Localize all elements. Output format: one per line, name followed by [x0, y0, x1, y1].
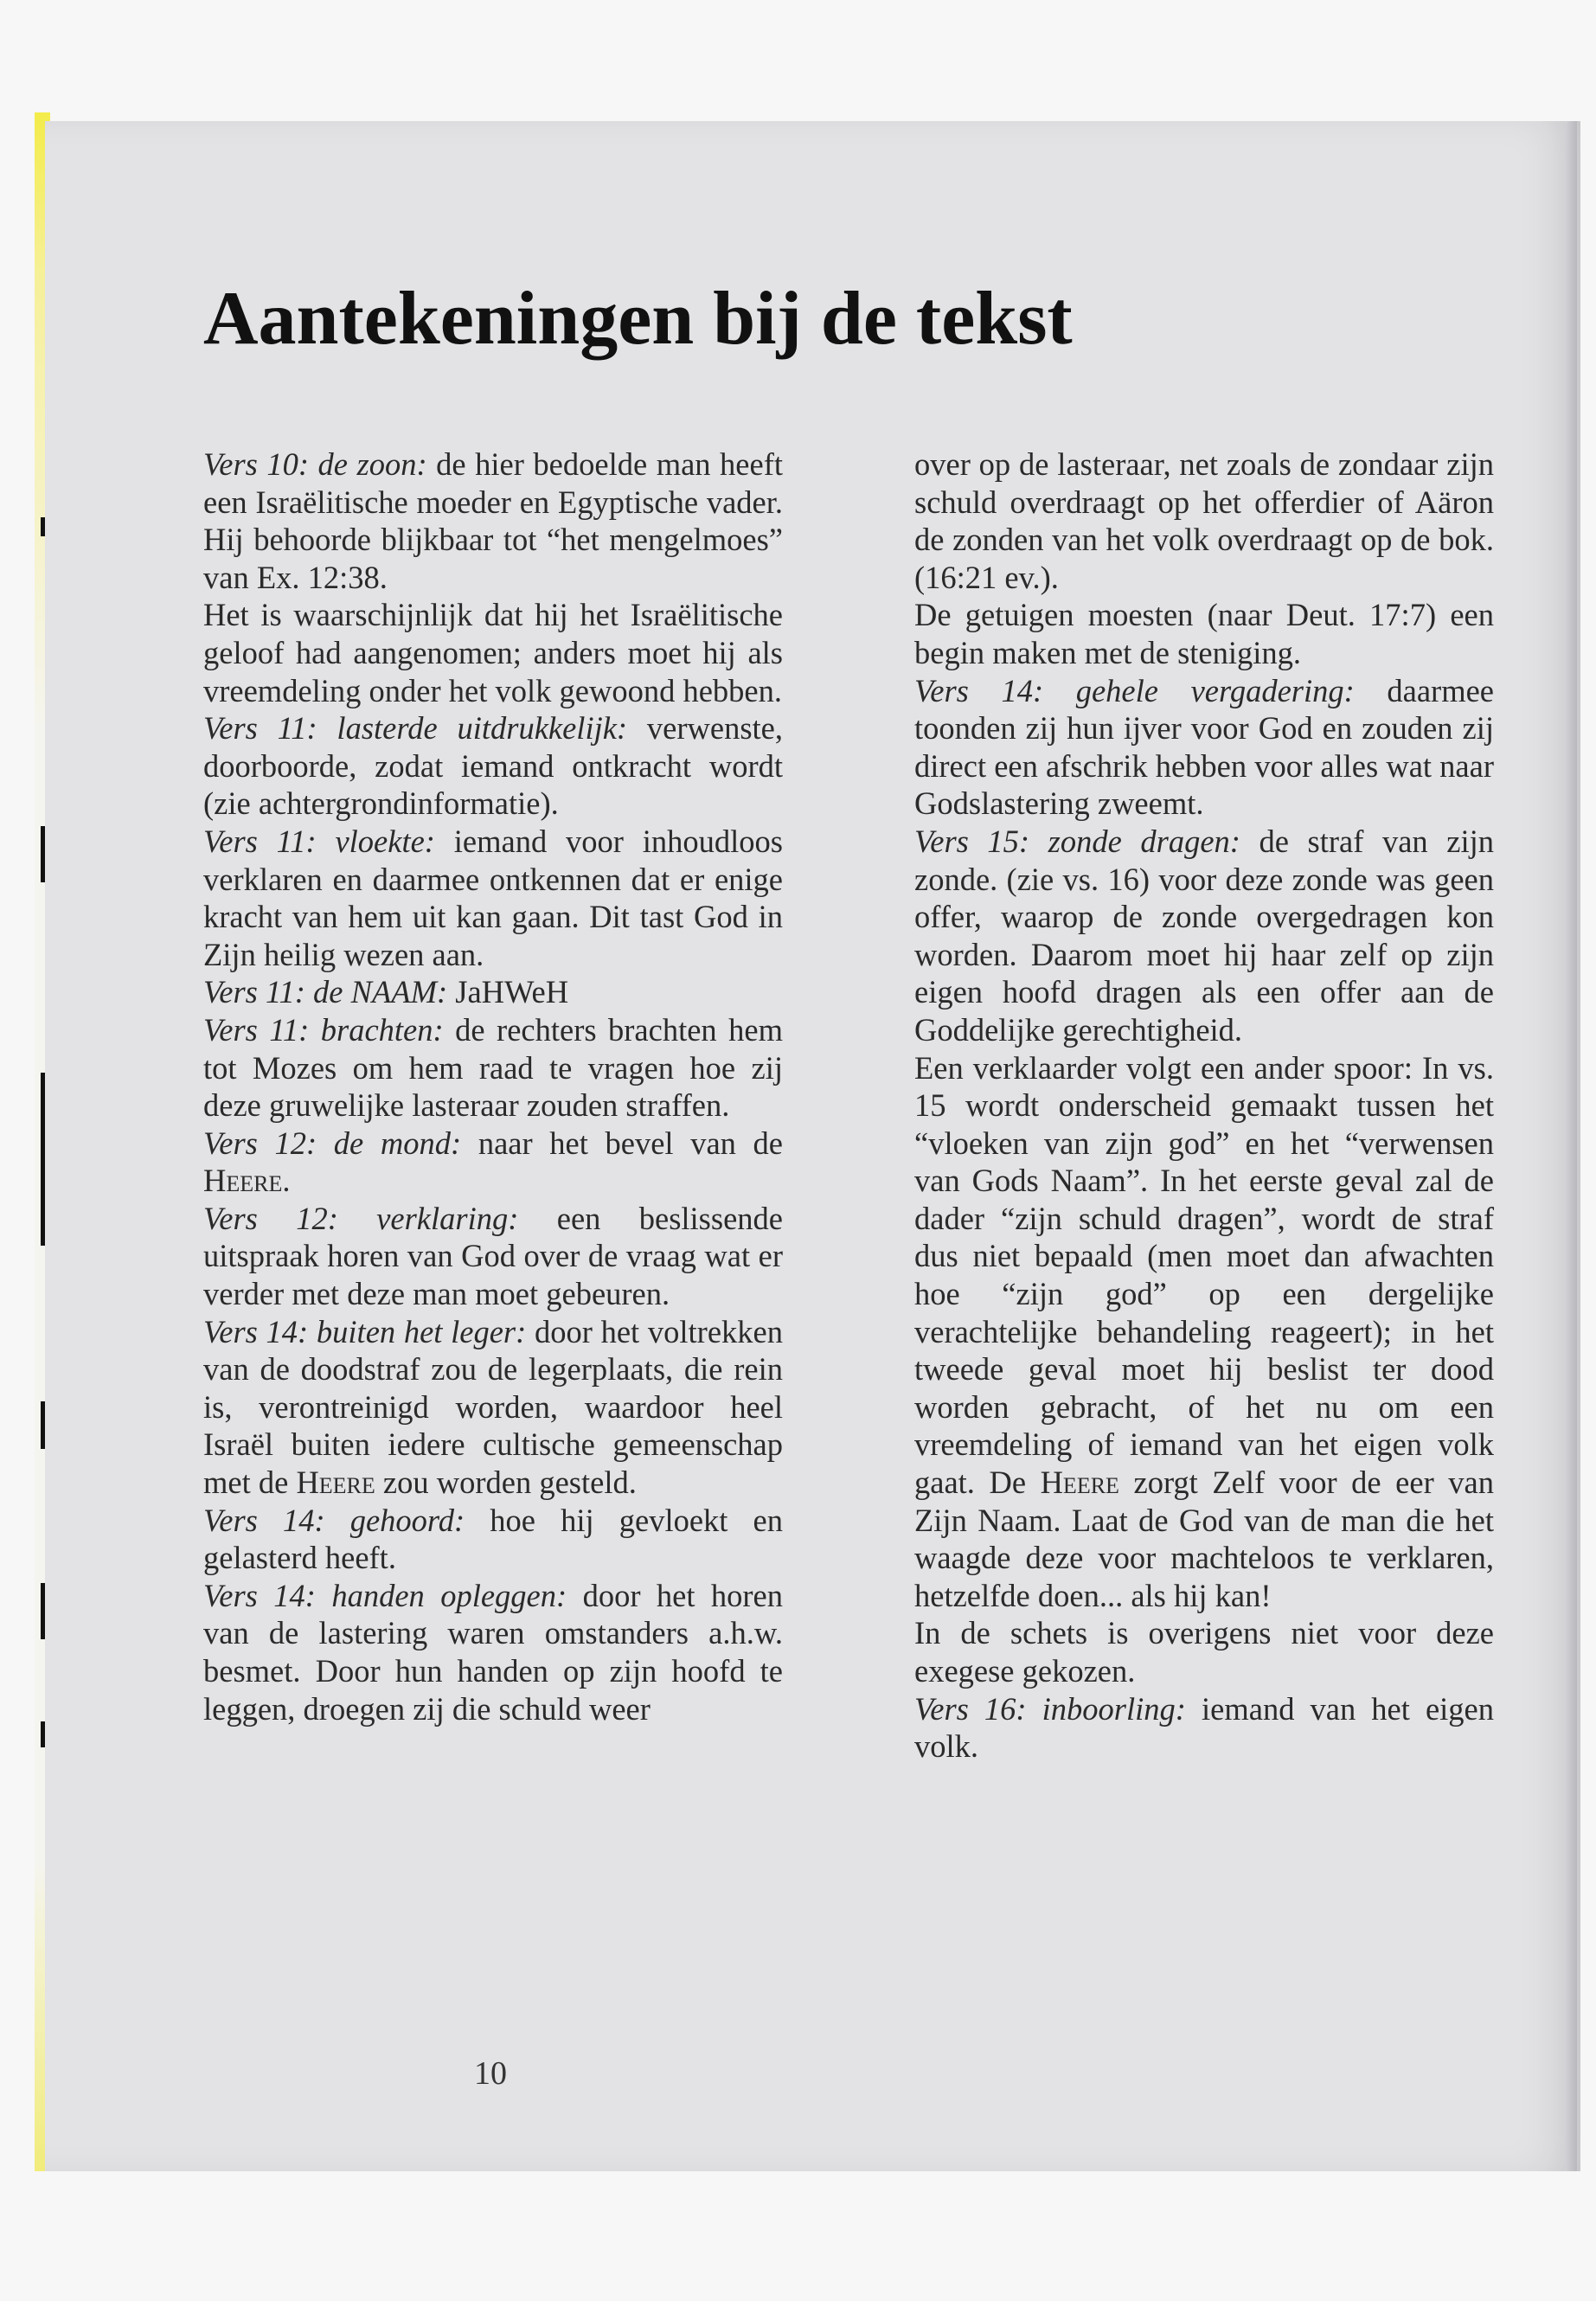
note-text: de hier bedoelde man heeft een Israëlitische moeder en Egyptische vader. Hij behoorde blijkbaar tot “het mengelmoes” van Ex. 12:38. [203, 446, 783, 595]
edge-mark [41, 1721, 45, 1747]
page-title: Aantekeningen bij de tekst [203, 277, 1073, 361]
note-text: hoe hij gevloekt en gelasterd heeft. [203, 1502, 783, 1576]
note-paragraph [203, 823, 783, 973]
note-paragraph [203, 1011, 783, 1125]
note-text: daarmee toonden zij hun ijver voor God en zouden zij direct een afschrik hebben voor alles wat naar Godslastering zweemt. [914, 672, 1494, 822]
note-text: JaHWeH [447, 974, 569, 1010]
note-text: door het horen van de lastering waren omstanders a.h.w. besmet. Door hun handen op zijn hoofd te leggen, droegen zij die schuld weer [203, 1577, 783, 1727]
note-paragraph [914, 1690, 1494, 1766]
verse-label: Vers 12: verklaring: [203, 1200, 519, 1236]
note-text: . [282, 1163, 291, 1199]
verse-label: Vers 11: vloekte: [203, 823, 435, 859]
page-binding-edge [1565, 121, 1577, 2171]
small-caps-word: Heere [1040, 1465, 1119, 1501]
note-paragraph [203, 1577, 783, 1727]
verse-label: Vers 11: lasterde uitdrukkelijk: [203, 710, 628, 747]
verse-label: Vers 11: de NAAM: [203, 974, 448, 1010]
edge-mark [41, 517, 45, 536]
note-text: De getuigen moesten (naar Deut. 17:7) een begin maken met de steniging. [914, 597, 1494, 670]
edge-mark [41, 1401, 45, 1449]
note-paragraph [203, 1502, 783, 1577]
note-paragraph [914, 445, 1494, 596]
note-text: over op de lasteraar, net zoals de zondaar zijn schuld overdraagt op het offerdier of Aäron de zonden van het volk overdraagt op de bok. (16:21 ev.). [914, 446, 1494, 595]
edge-mark [41, 1073, 45, 1246]
small-caps-word: Heere [203, 1163, 283, 1199]
note-paragraph [203, 973, 783, 1011]
note-paragraph [914, 596, 1494, 671]
note-text: In de schets is overigens niet voor deze exegese gekozen. [914, 1615, 1494, 1689]
note-text: naar het bevel van de [461, 1125, 783, 1161]
verse-label: Vers 10: de zoon: [203, 446, 427, 482]
note-paragraph [203, 1313, 783, 1502]
note-paragraph [203, 709, 783, 823]
verse-label: Vers 16: inboorling: [914, 1690, 1186, 1727]
note-text: iemand van het eigen volk. [914, 1690, 1494, 1765]
verse-label: Vers 12: de mond: [203, 1125, 462, 1161]
page-number: 10 [474, 2055, 507, 2092]
note-paragraph [203, 445, 783, 596]
note-text: Het is waarschijnlijk dat hij het Israëlitische geloof had aangenomen; anders moet hij als vreemdeling onder het volk gewoond hebben. [203, 597, 783, 708]
note-text: Een verklaarder volgt een ander spoor: In vs. 15 wordt onderscheid gemaakt tussen het “vloeken van zijn god” en het “verwensen van Gods Naam”. In het eerste geval zal de dader “zijn schuld dragen”, wordt de straf dus niet bepaald (men moet dan afwachten hoe “zijn god” op een dergelijke verachtelijke behandeling reageert); in het tweede geval moet hij beslist ter dood worden gebracht, of het nu om een vreemdeling of iemand van het eigen volk gaat. De [914, 1049, 1494, 1501]
note-paragraph [203, 1125, 783, 1200]
note-paragraph [914, 823, 1494, 1049]
note-paragraph [203, 596, 783, 709]
right-column [914, 445, 1494, 1766]
note-paragraph [914, 672, 1494, 823]
note-text: zorgt Zelf voor de eer van Zijn Naam. Laat de God van de man die het waagde deze voor machteloos te verklaren, hetzelfde doen... als hij kan! [914, 1465, 1494, 1613]
verse-label: Vers 14: gehoord: [203, 1502, 465, 1538]
edge-mark [41, 826, 45, 882]
note-text: de rechters brachten hem tot Mozes om hem raad te vragen hoe zij deze gruwelijke lasteraar zouden straffen. [203, 1011, 783, 1124]
left-column [203, 445, 783, 1727]
small-caps-word: Heere [296, 1465, 375, 1501]
note-paragraph [203, 1200, 783, 1313]
note-text: door het voltrekken van de doodstraf zou de legerplaats, die rein is, verontreinigd worden, waardoor heel Israël buiten iedere cultische gemeenschap met de [203, 1313, 783, 1501]
note-text: de straf van zijn zonde. (zie vs. 16) voor deze zonde was geen offer, waarop de zonde overgedragen kon worden. Daarom moet hij haar zelf op zijn eigen hoofd dragen als een offer aan de Goddelijke gerechtigheid. [914, 823, 1494, 1048]
note-paragraph [914, 1614, 1494, 1689]
verse-label: Vers 14: buiten het leger: [203, 1313, 527, 1349]
edge-mark [41, 1583, 45, 1639]
note-text: iemand voor inhoudloos verklaren en daarmee ontkennen dat er enige kracht van hem uit kan gaan. Dit tast God in Zijn heilig wezen aan. [203, 823, 784, 972]
note-text: een beslissende uitspraak horen van God over de vraag wat er verder met deze man moet gebeuren. [203, 1200, 783, 1312]
verse-label: Vers 11: brachten: [203, 1011, 444, 1048]
note-text: zou worden gesteld. [375, 1465, 637, 1501]
verse-label: Vers 15: zonde dragen: [914, 823, 1240, 859]
verse-label: Vers 14: handen opleggen: [203, 1577, 567, 1613]
note-paragraph [914, 1049, 1494, 1615]
verse-label: Vers 14: gehele vergadering: [914, 672, 1355, 708]
note-text: verwenste, doorboorde, zodat iemand ontkracht wordt (zie achtergrondinformatie). [203, 710, 783, 822]
